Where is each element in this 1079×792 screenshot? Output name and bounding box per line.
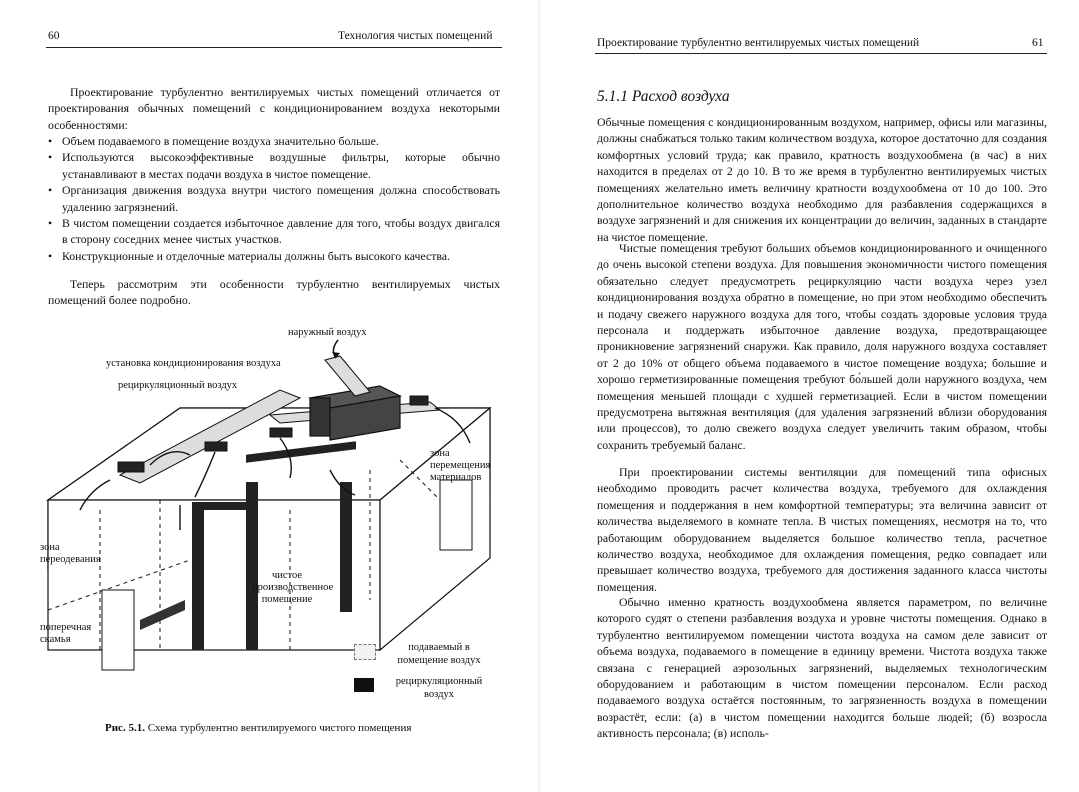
label-outdoor-air: наружный воздух [288, 327, 367, 338]
caption-text: Схема турбулентно вентилируемого чистого помещения [147, 722, 412, 734]
section-title: 5.1.1 Расход воздуха [597, 88, 730, 105]
running-head: Технология чистых помещений [338, 30, 493, 42]
paragraph: Чистые помещения требуют больших объемов кондиционированного и очищенного до очень высокой степени воздуха. Для повышения экономичности чистого помещения обязательно следует предусмотреть рециркуляцию части воздуха через узел кондиционирования воздуха обратно в помещение, но при этом необходимо обеспечить и подачу свежего наружного воздуха для того, чтобы создать здоровые условия труда персонала и поддержать избыточное давление воздуха, предотвращающее проникновение загрязнений снаружи. Как правило, доля наружного воздуха составляет от 2 до 10% от общего объема подаваемого в чистое помещение воздуха; большие и хорошо герметизированные помещения требуют бо́льшей доли наружного воздуха, чем помещения меньшей площади с худшей герметизацией. Если в чистом помещении предусмотрена вытяжная вентиляция (для удаления загрязнений вблизи оборудования или процессов), то долю свежего воздуха следует увеличить таким образом, чтобы сохранить требуемый баланс. [597, 241, 1047, 452]
running-head: Проектирование турбулентно вентилируемых чистых помещений [597, 37, 920, 49]
page-number: 60 [48, 30, 60, 42]
label-recirc-air: рециркуляционный воздух [118, 380, 238, 391]
legend-swatch-recirc [354, 678, 374, 692]
legend-supply: подаваемый в помещение воздух [397, 642, 481, 666]
paragraph: При проектировании системы вентиляции для помещений типа офисных необходимо проводить расчет количества воздуха, требуемого для охлаждения помещения и поддержания в нем комфортной температуры; эта величина зависит от количества выделяемого в комнате тепла. В чистых помещениях, несмотря на то, что работающим оборудованием выделяется большое количество тепла, расчетное количество воздуха, необходимое для охлаждения помещения, редко совпадает или превышает количество воздуха, требуемого для достижения заданного класса чистоты помещения. [597, 465, 1047, 594]
header-rule [595, 53, 1047, 54]
page-number: 61 [1032, 37, 1044, 49]
list-item: • Организация движения воздуха внутри чистого помещения должна способствовать удалению загрязнений. [48, 182, 500, 215]
legend-swatch-supply [354, 644, 376, 660]
list-item: • В чистом помещении создается избыточное давление для того, чтобы воздух двигался в сторону соседних менее чистых участков. [48, 215, 500, 248]
label-clean-room: чистое производственное помещение [252, 570, 334, 605]
header-rule [46, 47, 502, 48]
legend-recirc: рециркуляционный воздух [395, 676, 483, 700]
paragraph: Обычно именно кратность воздухообмена является параметром, по величине которого судят о степени разбавления воздуха и уровне чистоты помещения. Однако в турбулентно вентилируемом помещении чистота воздуха на самом деле зависит от объема воздуха, подаваемого в помещение в единицу времени. Чистота воздуха также связана с генерацией аэрозольных загрязнений, выделяемых технологическим оборудованием и работающим в чистом помещении персоналом. Если расход подаваемого воздуха остаётся постоянным, то загрязненность воздуха в помещении возрастёт, если: (а) в чистом помещении находится больше людей; (б) возросла активность персонала; (в) исполь- [597, 595, 1047, 741]
list-item: • Конструкционные и отделочные материалы должны быть высокого качества. [48, 248, 500, 264]
caption-number: Рис. 5.1. [105, 722, 145, 734]
list-item: • Используются высокоэффективные воздушные фильтры, которые обычно устанавливают в местах подачи воздуха в чистое помещение. [48, 149, 500, 182]
list-item: • Объем подаваемого в помещение воздуха значительно больше. [48, 133, 500, 149]
figure-caption [105, 722, 411, 734]
label-transfer-zone: зона перемещения материалов [430, 448, 491, 483]
features-list [48, 133, 500, 264]
transition-paragraph: Теперь рассмотрим эти особенности турбулентно вентилируемых чистых помещений более подробно. [48, 277, 500, 308]
label-changing-zone: зона переодевания [40, 542, 101, 565]
intro-paragraph: Проектирование турбулентно вентилируемых чистых помещений отличается от проектирования обычных помещений с кондиционированием воздуха некоторыми особенностями: [48, 85, 500, 132]
label-ac-unit: установка кондиционирования воздуха [106, 358, 281, 369]
cleanroom-diagram [40, 320, 510, 720]
paragraph: Обычные помещения с кондиционированным воздухом, например, офисы или магазины, должны снабжаться только таким количеством воздуха, которое достаточно для создания комфортных условий труда; как правило, кратность воздухообмена (в час) в них находится в пределах от 2 до 10. В то же время в турбулентно вентилируемых чистых помещениях желательно иметь величину кратности воздухообмена от 10 до 100. Это дополнительное количество воздуха необходимо для разбавления содержащихся в воздухе загрязнений и для снижения их концентрации до величин, заданных в стандарте на чистое помещение. [597, 115, 1047, 244]
label-bench: поперечная скамья [40, 622, 92, 645]
